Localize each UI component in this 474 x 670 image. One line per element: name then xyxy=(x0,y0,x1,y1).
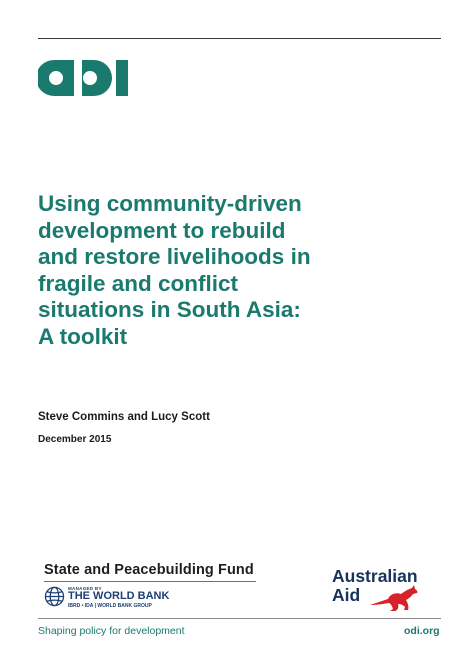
report-date: December 2015 xyxy=(38,434,112,445)
title-line: fragile and conflict xyxy=(38,270,239,296)
title-line: development to rebuild xyxy=(38,217,286,243)
world-bank-globe-icon xyxy=(44,586,65,607)
kangaroo-icon xyxy=(368,583,420,613)
world-bank-subline: IBRD • IDA | WORLD BANK GROUP xyxy=(68,603,152,609)
title-line: situations in South Asia: xyxy=(38,297,301,322)
top-divider xyxy=(38,38,441,39)
australian-aid-line1: Australian xyxy=(332,566,418,586)
australian-aid-line2: Aid xyxy=(332,585,361,605)
logo-text: ODI xyxy=(38,58,40,59)
world-bank-managed-by: MANAGED BY xyxy=(68,586,102,591)
report-authors: Steve Commins and Lucy Scott xyxy=(38,411,210,423)
report-title xyxy=(38,191,443,350)
odi-logo xyxy=(38,58,130,98)
fund-name: State and Peacebuilding Fund xyxy=(44,562,254,578)
world-bank-name: THE WORLD BANK xyxy=(68,590,170,602)
title-line: A toolkit xyxy=(38,323,128,349)
website-link[interactable]: odi.org xyxy=(404,625,440,637)
title-line: Using community-driven xyxy=(38,191,302,216)
fund-divider xyxy=(44,581,256,582)
footer-tagline: Shaping policy for development xyxy=(38,625,185,637)
footer-divider xyxy=(38,618,441,619)
title-line: and restore livelihoods in xyxy=(38,244,311,269)
